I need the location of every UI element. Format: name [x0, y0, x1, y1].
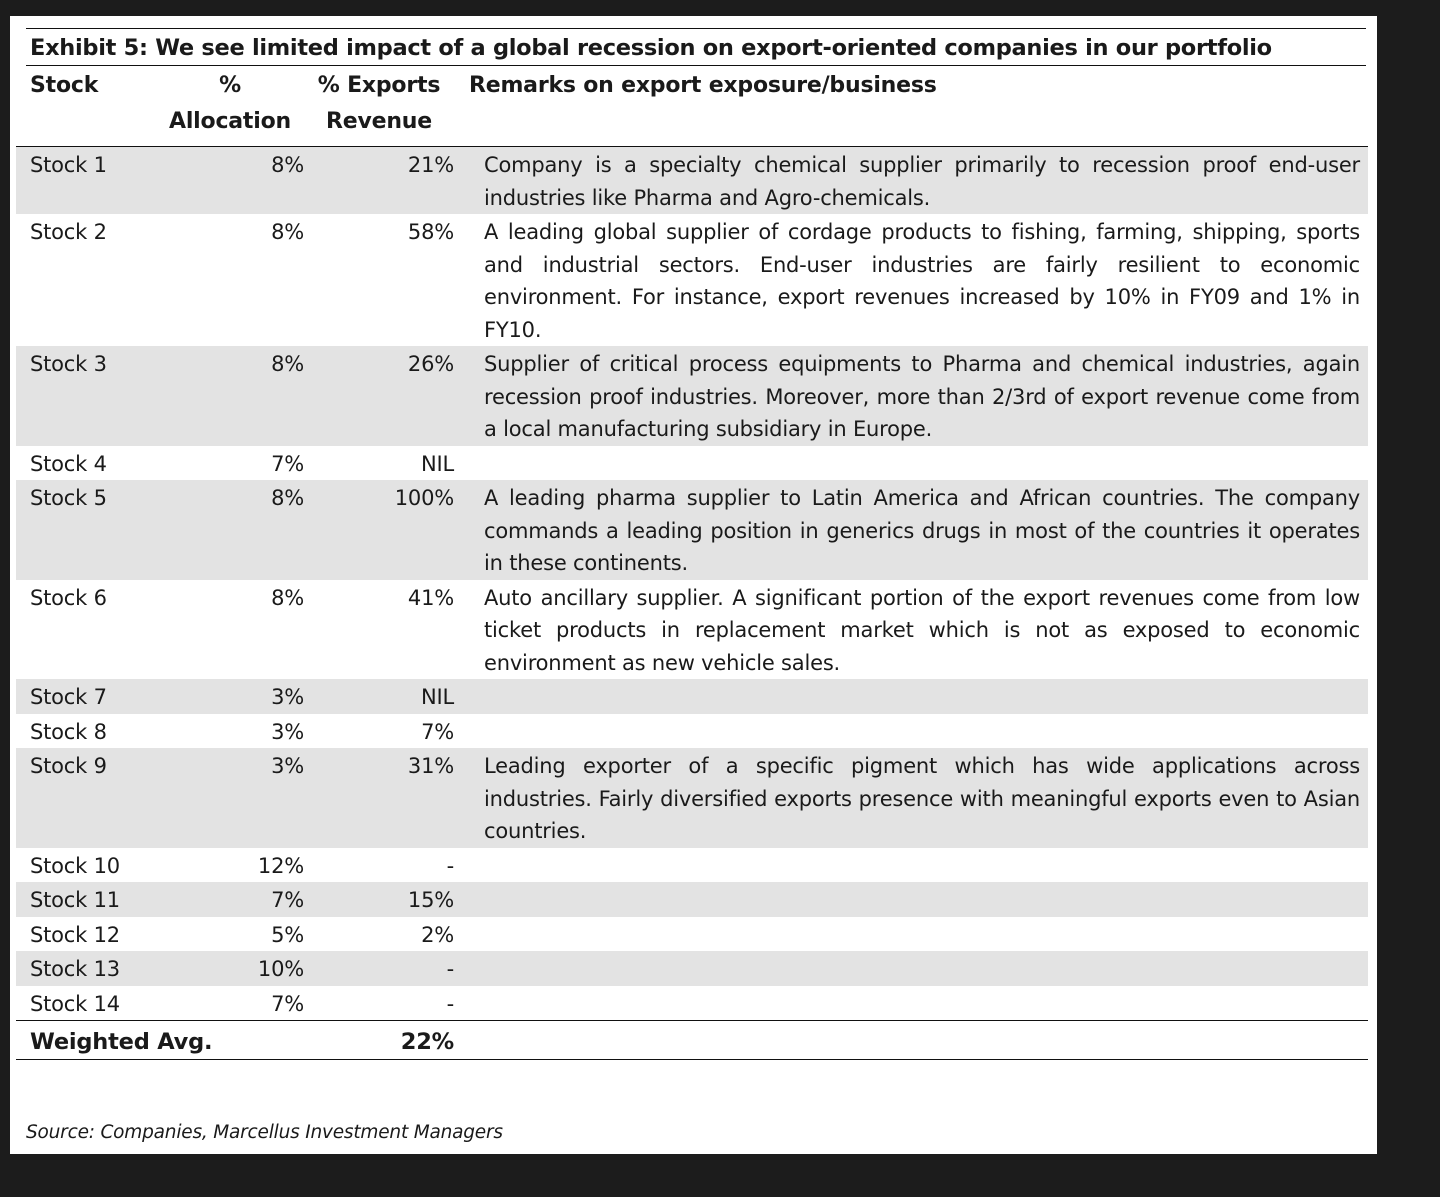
remarks-cell [454, 446, 1368, 481]
header-exports [304, 68, 454, 147]
table-row [16, 147, 1368, 215]
remarks-cell [454, 848, 1368, 883]
remarks-cell [454, 951, 1368, 986]
header-row [16, 68, 1368, 147]
stock-cell: Stock 9 [16, 748, 156, 848]
exports-cell: NIL [420, 451, 454, 476]
stock-cell: Stock 1 [16, 147, 156, 215]
exhibit-table [16, 68, 1368, 1060]
allocation-cell: 3% [156, 748, 304, 848]
allocation-cell: 12% [257, 853, 304, 878]
table-row [16, 580, 1368, 680]
header-exports-line1: % Exports [317, 73, 441, 98]
exports-cell: NIL [304, 679, 454, 714]
stock-cell: Stock 4 [30, 451, 107, 476]
header-stock: Stock [30, 73, 99, 98]
stock-cell: Stock 7 [16, 679, 156, 714]
allocation-cell: 7% [271, 451, 304, 476]
remarks-cell: Auto ancillary supplier. A significant portion of the export revenues come from low ticket products in replacement market which is not as exposed to economic environment as new vehicle sales. [484, 585, 1360, 675]
allocation-cell: 5% [271, 922, 304, 947]
remarks-cell [454, 882, 1368, 917]
weighted-avg-exports: 22% [400, 1029, 454, 1055]
header-allocation-line2: Allocation [169, 109, 291, 134]
exports-cell: 31% [304, 748, 454, 848]
stock-cell: Stock 14 [30, 991, 120, 1016]
allocation-cell: 7% [156, 882, 304, 917]
remarks-cell: Supplier of critical process equipments to Pharma and chemical industries, again recession proof industries. Moreover, more than 2/3rd of export revenue come from a local manufacturing subsidiary in Europe. [454, 346, 1368, 446]
stock-cell: Stock 11 [16, 882, 156, 917]
allocation-cell: 8% [271, 585, 304, 610]
remarks-cell [454, 714, 1368, 749]
exhibit-title: Exhibit 5: We see limited impact of a global recession on export-oriented companies in our portfolio [26, 28, 1366, 66]
exports-cell: 21% [304, 147, 454, 215]
exports-cell: 7% [421, 719, 454, 744]
allocation-cell: 8% [156, 147, 304, 215]
stock-cell: Stock 8 [30, 719, 107, 744]
exports-cell: 2% [421, 922, 454, 947]
stock-cell: Stock 5 [16, 480, 156, 580]
remarks-cell [454, 679, 1368, 714]
table-row [16, 214, 1368, 346]
stock-cell: Stock 10 [30, 853, 120, 878]
table-row [16, 951, 1368, 986]
remarks-cell [454, 986, 1368, 1021]
weighted-avg-label: Weighted Avg. [30, 1029, 213, 1055]
allocation-cell: 3% [271, 719, 304, 744]
exports-cell: 58% [407, 220, 454, 244]
remarks-cell: A leading global supplier of cordage products to fishing, farming, shipping, sports and industrial sectors. End-user industries are fairly resilient to economic environment. For instance, export revenues increased by 10% in FY09 and 1% in FY10. [484, 220, 1360, 342]
table-row [16, 848, 1368, 883]
stock-cell: Stock 6 [30, 585, 107, 610]
table-row [16, 446, 1368, 481]
table-row [16, 986, 1368, 1021]
header-allocation-line1: % [219, 73, 241, 98]
exports-cell: - [446, 991, 454, 1016]
header-remarks: Remarks on export exposure/business [469, 73, 937, 98]
allocation-cell: 8% [156, 480, 304, 580]
table-row [16, 480, 1368, 580]
stock-cell: Stock 12 [30, 922, 120, 947]
weighted-avg-remarks [454, 1021, 1368, 1060]
exports-cell: 26% [304, 346, 454, 446]
header-exports-line2: Revenue [326, 109, 432, 134]
remarks-cell: A leading pharma supplier to Latin America and African countries. The company commands a leading position in generics drugs in most of the countries it operates in these continents. [454, 480, 1368, 580]
weighted-avg-row [16, 1021, 1368, 1060]
table-body [16, 147, 1368, 1021]
exports-cell: - [304, 951, 454, 986]
allocation-cell: 10% [156, 951, 304, 986]
stock-cell: Stock 13 [16, 951, 156, 986]
table-row [16, 882, 1368, 917]
remarks-cell: Leading exporter of a specific pigment which has wide applications across industries. Fairly diversified exports presence with meaningful exports even to Asian countries. [454, 748, 1368, 848]
header-allocation [156, 68, 304, 147]
exports-cell: 15% [304, 882, 454, 917]
source-note: Source: Companies, Marcellus Investment Managers [26, 1122, 503, 1143]
allocation-cell: 3% [156, 679, 304, 714]
table-row [16, 346, 1368, 446]
table-row [16, 714, 1368, 749]
remarks-cell [454, 917, 1368, 952]
stock-cell: Stock 2 [30, 220, 107, 244]
table-row [16, 679, 1368, 714]
allocation-cell: 8% [271, 220, 304, 244]
exports-cell: - [446, 853, 454, 878]
table-row [16, 748, 1368, 848]
exhibit-panel [10, 16, 1377, 1154]
exports-cell: 41% [407, 585, 454, 610]
allocation-cell: 8% [156, 346, 304, 446]
table-row [16, 917, 1368, 952]
remarks-cell: Company is a specialty chemical supplier primarily to recession proof end-user industries like Pharma and Agro-chemicals. [454, 147, 1368, 215]
allocation-cell: 7% [271, 991, 304, 1016]
stock-cell: Stock 3 [16, 346, 156, 446]
exports-cell: 100% [304, 480, 454, 580]
